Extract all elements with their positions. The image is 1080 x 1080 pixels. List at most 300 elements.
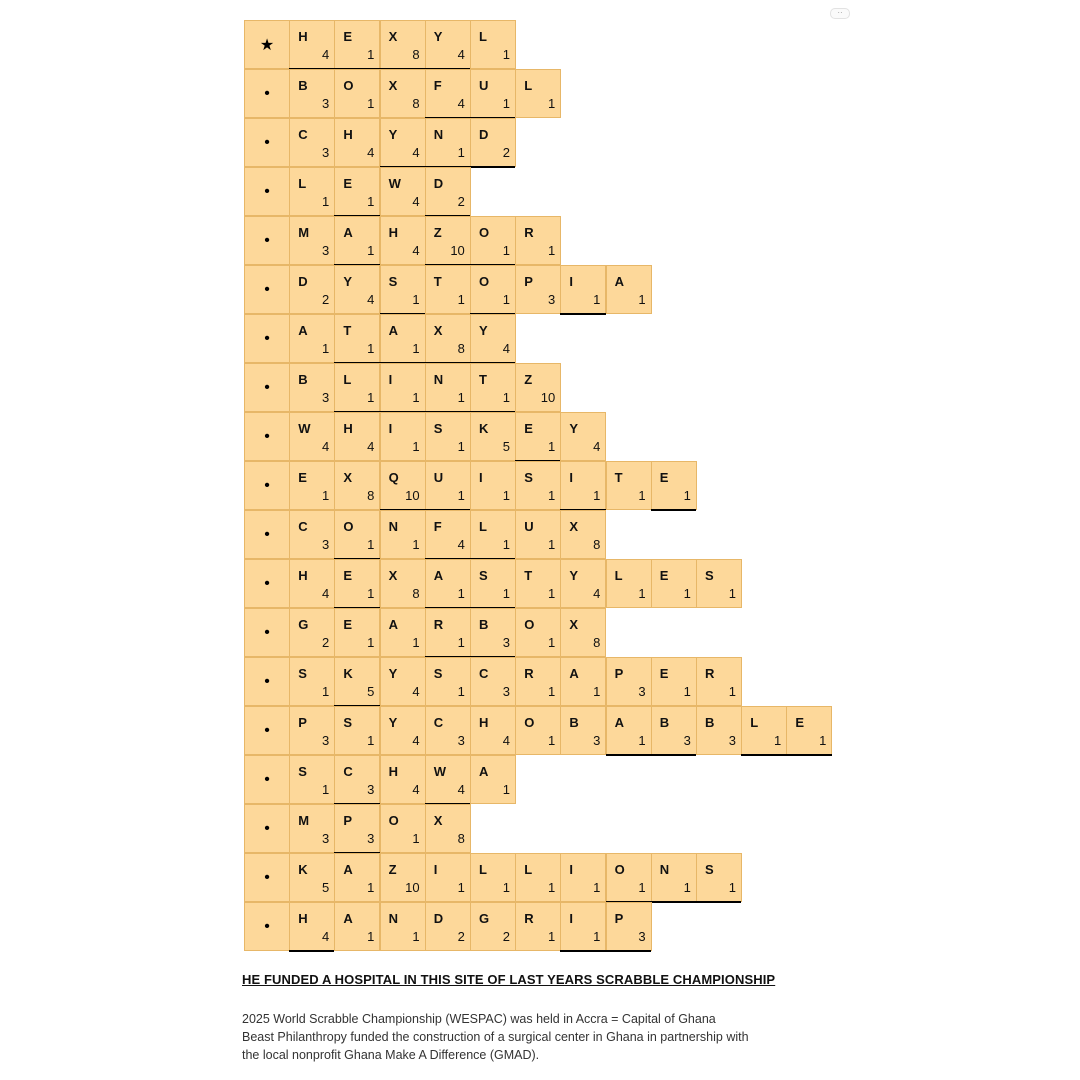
tile-points: 8: [457, 341, 465, 356]
letter-tile: [606, 902, 652, 951]
tile-points: 3: [547, 292, 556, 307]
tile-letter: I: [388, 372, 393, 387]
letter-tile: [560, 902, 606, 951]
letter-tile: [515, 412, 561, 461]
tile-points: 1: [547, 439, 556, 454]
tile-letter: M: [298, 813, 310, 828]
tile-letter: C: [433, 715, 444, 730]
letter-tile: [289, 902, 335, 951]
tile-letter: L: [524, 78, 533, 93]
letter-tile: [515, 363, 561, 412]
tile-points: 3: [321, 145, 330, 160]
tile-points: 4: [412, 194, 420, 209]
tile-letter: X: [433, 813, 443, 828]
letter-tile: [380, 363, 426, 412]
tile-points: 1: [683, 586, 691, 601]
tile-letter: E: [343, 29, 353, 44]
tile-points: 2: [502, 929, 510, 944]
letter-tile: [470, 902, 516, 951]
tile-points: 4: [457, 782, 465, 797]
tile-points: 4: [412, 684, 420, 699]
tile-letter: H: [479, 715, 489, 730]
tile-points: 10: [405, 880, 420, 895]
tile-points: 3: [728, 733, 736, 748]
letter-tile: [425, 20, 471, 69]
tile-points: 5: [321, 880, 330, 895]
tile-letter: E: [343, 568, 353, 583]
tile-points: 4: [502, 733, 510, 748]
letter-tile: [289, 118, 335, 167]
tile-letter: I: [479, 470, 483, 485]
bullet-marker: •: [244, 902, 290, 951]
tile-letter: A: [479, 764, 489, 779]
tile-letter: D: [479, 127, 489, 142]
letter-tile: [470, 69, 516, 118]
letter-tile: [470, 853, 516, 902]
tile-points: 4: [367, 292, 375, 307]
tile-letter: S: [433, 666, 443, 681]
tile-letter: O: [524, 617, 535, 632]
bullet-marker: •: [244, 118, 290, 167]
tile-points: 1: [457, 880, 465, 895]
tile-points: 1: [547, 537, 556, 552]
bullet-marker: •: [244, 559, 290, 608]
letter-tile: [470, 216, 516, 265]
tile-letter: Z: [433, 225, 442, 240]
letter-tile: [515, 265, 561, 314]
tile-letter: E: [659, 666, 669, 681]
letter-tile: [289, 853, 335, 902]
tile-points: 4: [321, 586, 330, 601]
letter-tile: [289, 216, 335, 265]
tile-letter: B: [479, 617, 489, 632]
letter-tile: [470, 559, 516, 608]
tile-letter: Y: [433, 29, 443, 44]
tile-points: 2: [321, 292, 330, 307]
tile-points: 1: [412, 292, 420, 307]
tile-letter: P: [614, 911, 624, 926]
tile-points: 1: [638, 880, 646, 895]
tile-points: 2: [457, 194, 465, 209]
tile-letter: E: [298, 470, 307, 485]
tile-letter: L: [614, 568, 623, 583]
tile-points: 1: [638, 733, 646, 748]
tile-letter: C: [298, 127, 308, 142]
hidden-word-underline: [651, 509, 696, 511]
tile-points: 1: [412, 341, 420, 356]
tile-letter: A: [614, 715, 624, 730]
letter-tile: [425, 118, 471, 167]
tile-points: 1: [412, 537, 420, 552]
tile-points: 3: [367, 782, 375, 797]
bullet-marker: •: [244, 69, 290, 118]
letter-tile: [289, 559, 335, 608]
tile-points: 1: [547, 684, 556, 699]
tile-letter: H: [388, 764, 398, 779]
hidden-word-underline: [289, 950, 334, 952]
tile-points: 4: [593, 439, 601, 454]
tile-letter: Y: [569, 568, 579, 583]
tile-points: 4: [457, 47, 465, 62]
tile-letter: T: [479, 372, 487, 387]
letter-tile: [425, 657, 471, 706]
tile-letter: O: [343, 519, 354, 534]
letter-tile: [380, 657, 426, 706]
tile-letter: L: [479, 29, 487, 44]
letter-tile: [606, 853, 652, 902]
tile-letter: I: [569, 911, 574, 926]
tile-letter: H: [298, 911, 308, 926]
tile-letter: E: [659, 470, 669, 485]
letter-tile: [651, 461, 697, 510]
tile-points: 1: [819, 733, 827, 748]
tile-points: 1: [502, 782, 510, 797]
tile-points: 4: [321, 47, 330, 62]
bullet-marker: •: [244, 216, 290, 265]
letter-tile: [334, 510, 380, 559]
letter-tile: [470, 363, 516, 412]
tile-points: 1: [502, 488, 510, 503]
letter-tile: [470, 20, 516, 69]
tile-letter: O: [388, 813, 399, 828]
tile-letter: B: [705, 715, 715, 730]
letter-tile: [425, 412, 471, 461]
letter-tile: [515, 510, 561, 559]
tile-points: 5: [367, 684, 375, 699]
tile-points: 4: [412, 733, 420, 748]
tile-letter: T: [524, 568, 533, 583]
tile-letter: C: [479, 666, 489, 681]
tile-points: 1: [593, 929, 601, 944]
tile-letter: P: [614, 666, 624, 681]
letter-tile: [334, 265, 380, 314]
tile-letter: P: [524, 274, 533, 289]
letter-tile: [515, 69, 561, 118]
tile-points: 1: [321, 684, 330, 699]
tile-points: 10: [405, 488, 420, 503]
tile-points: 8: [593, 537, 601, 552]
tile-points: 1: [457, 292, 465, 307]
tile-points: 1: [457, 635, 465, 650]
tile-points: 3: [367, 831, 375, 846]
tile-letter: T: [343, 323, 352, 338]
tile-points: 3: [321, 537, 330, 552]
tile-letter: Z: [388, 862, 397, 877]
letter-tile: [289, 265, 335, 314]
tile-points: 1: [683, 684, 691, 699]
tile-points: 1: [367, 537, 375, 552]
tile-points: 1: [321, 194, 330, 209]
letter-tile: [289, 20, 335, 69]
tile-letter: X: [433, 323, 443, 338]
tile-points: 1: [457, 586, 465, 601]
tile-points: 4: [321, 929, 330, 944]
letter-tile: [696, 657, 742, 706]
tile-letter: S: [343, 715, 353, 730]
letter-tile: [380, 461, 426, 510]
letter-tile: [380, 804, 426, 853]
tile-points: 1: [638, 488, 646, 503]
tile-letter: A: [298, 323, 308, 338]
letter-tile: [289, 755, 335, 804]
note-line: the local nonprofit Ghana Make A Difference (GMAD).: [242, 1048, 540, 1062]
tile-letter: H: [343, 127, 353, 142]
tile-points: 1: [593, 684, 601, 699]
tile-letter: X: [388, 29, 398, 44]
tile-points: 1: [502, 390, 510, 405]
tile-points: 1: [367, 96, 375, 111]
tile-points: 1: [457, 439, 465, 454]
tile-points: 1: [457, 488, 465, 503]
tile-letter: D: [433, 911, 444, 926]
letter-tile: [606, 657, 652, 706]
letter-tile: [289, 461, 335, 510]
tile-letter: Q: [388, 470, 399, 485]
tile-letter: K: [479, 421, 489, 436]
tile-letter: N: [659, 862, 670, 877]
tile-letter: B: [569, 715, 579, 730]
tile-letter: H: [298, 568, 308, 583]
tile-points: 1: [502, 586, 510, 601]
tile-points: 1: [412, 831, 420, 846]
tile-points: 1: [367, 47, 375, 62]
hidden-word-underline: [741, 754, 831, 756]
letter-tile: [380, 755, 426, 804]
letter-tile: [334, 559, 380, 608]
letter-tile: [289, 363, 335, 412]
tile-letter: A: [343, 862, 353, 877]
letter-tile: [425, 755, 471, 804]
tile-letter: W: [298, 421, 311, 436]
tile-points: 3: [321, 96, 330, 111]
letter-tile: [515, 559, 561, 608]
letter-tile: [334, 657, 380, 706]
note-line: Beast Philanthropy funded the construction of a surgical center in Ghana in partnership with: [242, 1030, 749, 1044]
letter-tile: [380, 853, 426, 902]
tile-letter: L: [298, 176, 307, 191]
letter-tile: [289, 412, 335, 461]
letter-tile: [289, 167, 335, 216]
tile-letter: N: [388, 519, 398, 534]
tile-points: 1: [367, 390, 375, 405]
tile-points: 1: [593, 880, 601, 895]
tile-letter: R: [433, 617, 444, 632]
letter-tile: [470, 412, 516, 461]
letter-tile: [470, 608, 516, 657]
tile-points: 1: [502, 880, 510, 895]
tile-points: 4: [367, 439, 375, 454]
tile-letter: O: [479, 274, 490, 289]
tile-letter: A: [614, 274, 624, 289]
tile-letter: X: [388, 568, 398, 583]
letter-tile: [289, 657, 335, 706]
tile-letter: Y: [479, 323, 488, 338]
tile-points: 1: [547, 243, 556, 258]
tile-letter: X: [569, 519, 579, 534]
letter-tile: [425, 216, 471, 265]
letter-tile: [334, 853, 380, 902]
bullet-marker: •: [244, 853, 290, 902]
tile-points: 1: [412, 929, 420, 944]
tile-points: 1: [547, 488, 556, 503]
letter-tile: [334, 755, 380, 804]
letter-tile: [696, 559, 742, 608]
tile-letter: A: [388, 323, 398, 338]
tile-points: 1: [547, 733, 556, 748]
tile-letter: O: [524, 715, 535, 730]
letter-tile: [606, 265, 652, 314]
tile-letter: O: [479, 225, 490, 240]
tile-points: 3: [321, 733, 330, 748]
letter-tile: [470, 706, 516, 755]
letter-tile: [425, 167, 471, 216]
tile-points: 3: [457, 733, 465, 748]
letter-tile: [560, 510, 606, 559]
letter-tile: [380, 706, 426, 755]
letter-tile: [515, 902, 561, 951]
tile-letter: S: [705, 568, 714, 583]
bullet-marker: •: [244, 461, 290, 510]
letter-tile: [334, 314, 380, 363]
tile-points: 1: [638, 586, 646, 601]
tile-points: 2: [457, 929, 465, 944]
letter-tile: [334, 363, 380, 412]
letter-tile: [334, 216, 380, 265]
tile-points: 1: [502, 47, 510, 62]
letter-tile: [425, 510, 471, 559]
letter-tile: [289, 69, 335, 118]
tile-points: 4: [412, 782, 420, 797]
tile-points: 1: [412, 635, 420, 650]
tile-letter: E: [659, 568, 669, 583]
letter-tile: [515, 657, 561, 706]
tile-points: 3: [321, 243, 330, 258]
tile-letter: L: [479, 862, 487, 877]
tile-points: 8: [457, 831, 465, 846]
tile-letter: S: [433, 421, 443, 436]
puzzle-title: HE FUNDED A HOSPITAL IN THIS SITE OF LAST YEARS SCRABBLE CHAMPIONSHIP: [242, 972, 776, 987]
tile-points: 1: [683, 880, 691, 895]
letter-tile: [515, 853, 561, 902]
hidden-word-underline: [606, 754, 696, 756]
letter-tile: [470, 657, 516, 706]
letter-tile: [560, 265, 606, 314]
tile-points: 1: [457, 390, 465, 405]
letter-tile: [334, 118, 380, 167]
letter-tile: [380, 216, 426, 265]
letter-tile: [425, 902, 471, 951]
tile-letter: A: [569, 666, 579, 681]
tile-letter: X: [388, 78, 398, 93]
tile-points: 1: [502, 537, 510, 552]
tile-letter: R: [705, 666, 715, 681]
tile-letter: S: [298, 764, 307, 779]
tile-letter: R: [524, 666, 534, 681]
tile-letter: G: [479, 911, 490, 926]
tile-points: 1: [367, 880, 375, 895]
tile-points: 4: [502, 341, 510, 356]
bullet-marker: •: [244, 265, 290, 314]
tile-letter: B: [298, 372, 308, 387]
tile-points: 1: [367, 243, 375, 258]
tile-letter: K: [343, 666, 353, 681]
tile-points: 3: [502, 684, 510, 699]
letter-tile: [560, 608, 606, 657]
tile-points: 8: [412, 47, 420, 62]
tile-letter: L: [479, 519, 487, 534]
bullet-marker: •: [244, 314, 290, 363]
tile-letter: F: [433, 519, 442, 534]
tile-points: 1: [367, 733, 375, 748]
tile-letter: I: [569, 470, 574, 485]
letter-tile: [380, 314, 426, 363]
tile-letter: U: [433, 470, 444, 485]
letter-tile: [380, 167, 426, 216]
hidden-word-underline: [470, 166, 515, 168]
tile-letter: E: [343, 617, 353, 632]
tile-points: 8: [412, 96, 420, 111]
tile-points: 2: [502, 145, 510, 160]
tile-letter: Y: [388, 715, 398, 730]
note-line: 2025 World Scrabble Championship (WESPAC) was held in Accra = Capital of Ghana: [242, 1012, 716, 1026]
star-marker: ★: [244, 20, 290, 69]
letter-tile: [380, 902, 426, 951]
tile-letter: Y: [569, 421, 579, 436]
letter-tile: [470, 118, 516, 167]
letter-tile: [380, 510, 426, 559]
letter-tile: [289, 608, 335, 657]
tile-letter: W: [433, 764, 447, 779]
tile-points: 3: [321, 390, 330, 405]
tile-letter: S: [524, 470, 533, 485]
bullet-marker: •: [244, 412, 290, 461]
tile-points: 4: [593, 586, 601, 601]
tile-points: 4: [412, 243, 420, 258]
letter-tile: [515, 706, 561, 755]
letter-tile: [334, 608, 380, 657]
letter-tile: [334, 902, 380, 951]
letter-tile: [515, 216, 561, 265]
tile-letter: H: [298, 29, 308, 44]
hidden-word-underline: [560, 313, 605, 315]
tile-letter: S: [388, 274, 398, 289]
tile-letter: O: [614, 862, 625, 877]
tile-points: 8: [593, 635, 601, 650]
tile-points: 5: [502, 439, 510, 454]
tile-letter: E: [524, 421, 533, 436]
bullet-marker: •: [244, 608, 290, 657]
letter-tile: [334, 69, 380, 118]
tile-letter: F: [433, 78, 442, 93]
letter-tile: [425, 804, 471, 853]
tile-letter: T: [614, 470, 623, 485]
letter-tile: [289, 510, 335, 559]
tile-points: 1: [728, 880, 736, 895]
letter-tile: [380, 118, 426, 167]
letter-tile: [606, 461, 652, 510]
letter-tile: [425, 314, 471, 363]
tile-letter: E: [343, 176, 353, 191]
letter-tile: [560, 657, 606, 706]
tile-letter: I: [569, 274, 574, 289]
tile-letter: A: [343, 225, 353, 240]
tile-letter: B: [659, 715, 670, 730]
letter-tile: [380, 265, 426, 314]
more-options-button[interactable]: ··: [830, 8, 850, 19]
tile-points: 1: [412, 390, 420, 405]
tile-letter: A: [388, 617, 398, 632]
tile-letter: R: [524, 911, 534, 926]
